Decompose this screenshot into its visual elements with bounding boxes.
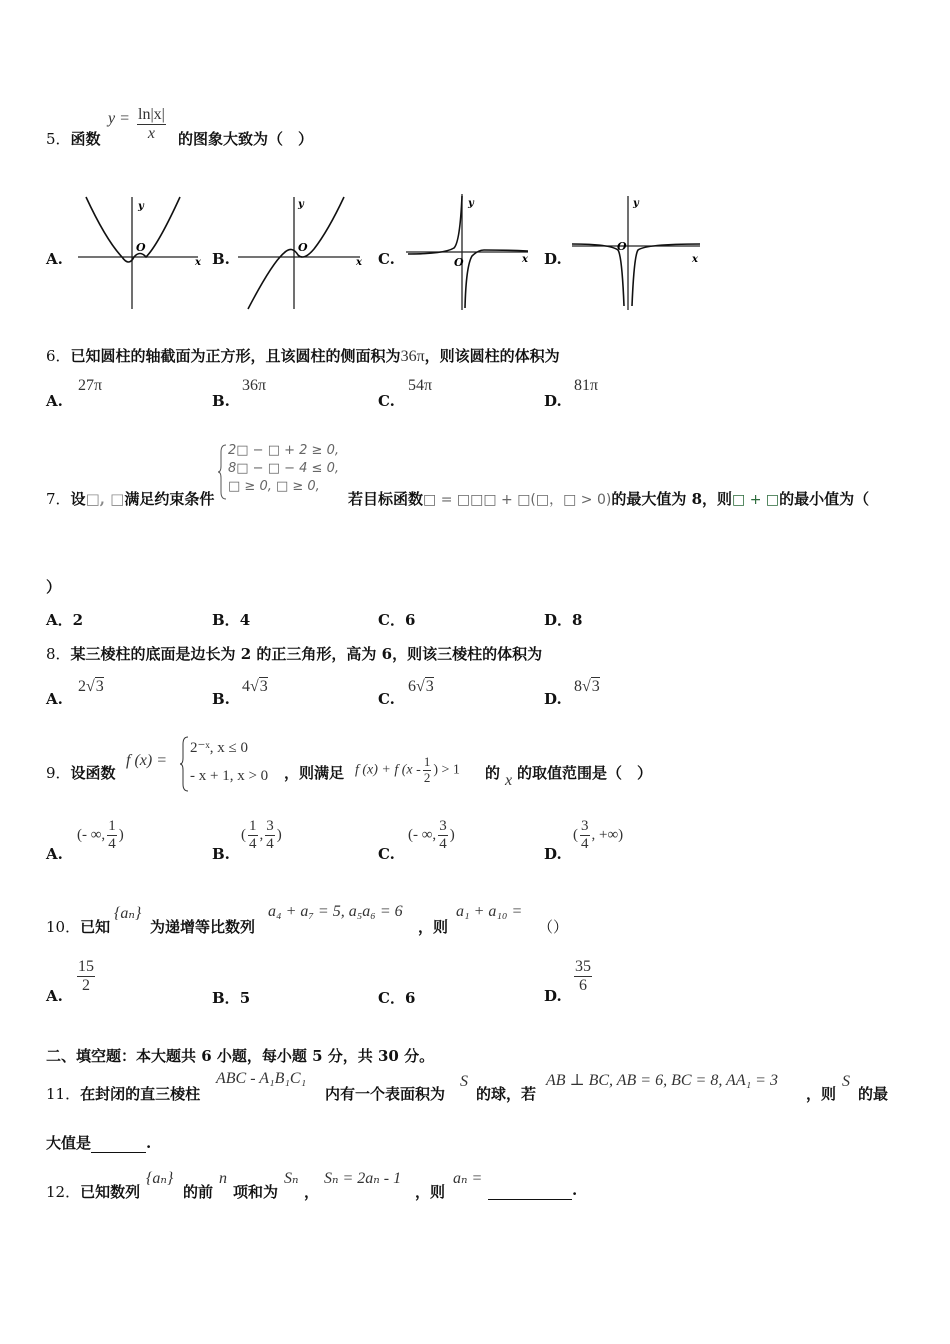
q9-option-c-value[interactable] [408,818,455,854]
x-axis-label: x [522,254,528,265]
q10-option-c[interactable] [378,987,415,1008]
option-d-label: D. [544,250,562,268]
q10-option-d-value[interactable] [572,958,594,996]
origin-label: O [136,241,146,254]
q5-stem [46,128,101,149]
y-axis-label: y [298,199,304,210]
coefficient: 8 [574,678,582,695]
y-axis-label: y [138,201,144,212]
case-1: 2⁻ˣ, x ≤ 0 [190,740,248,756]
x-axis-label: x [195,257,201,268]
option-label: D． [544,611,573,629]
fraction [77,958,95,996]
fraction-denominator: 4 [108,836,116,853]
fraction-numerator: 15 [77,958,95,977]
fraction [107,818,117,854]
stem-text: 某三棱柱的底面是边长为 2 的正三角形，高为 6，则该三棱柱的体积为 [70,645,543,663]
answer-blank[interactable] [488,1181,572,1200]
option-label: B． [212,611,240,629]
q10-option-a-value[interactable] [75,958,97,996]
q8-option-b-value[interactable]: 4√3 [242,678,268,695]
interval-open: ( [573,827,578,844]
option-value: 5 [239,989,251,1007]
q9-option-d-value[interactable] [573,818,623,854]
question-number: 7． [46,490,71,508]
q10-option-a-label: A. [46,987,63,1005]
q11-stem-mid: 内有一个表面积为 [325,1085,446,1103]
radicand: 3 [425,678,434,695]
fraction [438,818,448,854]
q9-option-b-value[interactable] [241,818,282,854]
q7-option-b[interactable] [212,609,250,630]
interval-open: (- ∞, [77,827,106,844]
fraction-numerator: 1 [107,818,117,836]
stem-text: 已知数列 [80,1183,141,1201]
stem-text-end: ，则该圆柱的体积为 [424,347,560,365]
left-brace-icon [218,444,228,500]
fraction [248,818,258,854]
period: . [146,1134,152,1152]
an-symbol: aₙ = [453,1170,483,1187]
fraction-numerator: 1 [423,754,431,769]
constraint-3: □ ≥ 0, □ ≥ 0, [228,479,320,494]
inequality-right: ) > 1 [433,762,460,778]
prism-name: ABC - A₁B₁C₁ [216,1070,307,1087]
option-label: B． [212,989,240,1007]
q6-option-b-value[interactable]: 36π [242,377,267,394]
q8-option-b-label: B. [212,690,230,708]
q9-inequality [355,755,460,786]
stem-text: 函数 [70,130,101,148]
origin-label: O [298,241,308,254]
option-value: 6 [404,611,416,629]
q7-option-d[interactable] [544,609,582,630]
fraction [423,755,432,786]
q12-answer [488,1181,577,1200]
objective-function: □ = □□□ + □(□，□ > 0) [423,492,612,508]
q7-stem-start [46,488,214,509]
q7-close-paren: ） [46,578,62,596]
q9-stem-de: 的 [485,764,501,782]
question-number: 5． [46,130,71,148]
graph-option-a[interactable] [76,195,206,311]
option-label: A． [46,611,73,629]
interval-comma: , [259,827,264,844]
q10-option-b[interactable] [212,987,250,1008]
q8-option-d-label: D. [544,690,562,708]
formula-lhs: y = [108,110,130,128]
q12-stem-then: ，则 [415,1183,446,1201]
q6-option-d-label: D. [544,392,562,410]
coefficient: 2 [78,678,86,695]
sn-symbol: Sₙ [284,1170,299,1187]
stem-text: 若目标函数 [348,490,424,508]
fraction [137,106,166,144]
option-value: 4 [239,611,251,629]
q5-formula [108,106,168,144]
stem-text: 的最大值为 8，则 [611,490,733,508]
q10-stem-then: ，则 [418,918,449,936]
fraction-numerator: ln|x| [137,106,166,125]
q12-stem-c: 项和为 [233,1183,279,1201]
fraction [580,818,590,854]
q6-option-b-label: B. [212,392,230,410]
stem-text: 在封闭的直三棱柱 [80,1085,201,1103]
q8-stem [46,643,542,664]
interval-close: ) [276,827,282,844]
question-number: 9． [46,764,71,782]
option-label: C． [378,611,405,629]
coefficient: 4 [242,678,250,695]
origin-label: O [454,256,464,269]
inequality-left: f (x) + f (x - [355,762,421,778]
q6-option-c-label: C. [378,392,395,410]
fraction-numerator: 1 [248,818,258,836]
origin-label: O [617,240,627,253]
fraction-denominator: x [147,125,155,143]
variables: □, □ [85,490,125,508]
fraction-numerator: 35 [574,958,592,977]
q7-option-c[interactable] [378,609,415,630]
constraint-2: 8□ − □ − 4 ≤ 0, [228,461,339,476]
stem-text: 已知圆柱的轴截面为正方形，且该圆柱的侧面积为 [70,347,401,365]
q7-stem-middle [348,488,869,509]
x-axis-label: x [692,254,698,265]
sum-expression: □ + □ [732,492,780,508]
interval-open: (- ∞, [408,827,437,844]
q11-line2 [46,1132,151,1153]
sequence-symbol: {aₙ} [146,1170,174,1187]
q9-var-x: x [505,772,513,789]
question-number: 12． [46,1183,81,1201]
question-number: 8． [46,645,71,663]
q11-stem-end: 的最 [858,1085,889,1103]
q9-stem-start [46,762,116,783]
q8-option-d-value[interactable]: 8√3 [574,678,600,695]
fraction-denominator: 2 [423,769,431,785]
question-number: 6． [46,347,71,365]
q9-stem-middle: ，则满足 [284,764,345,782]
q9-option-a-value[interactable] [77,818,124,854]
n-symbol: n [219,1170,227,1187]
stem-text: 设 [70,490,86,508]
option-b-label: B. [212,250,230,268]
stem-text: 大值是 [46,1134,92,1152]
coefficient: 6 [408,678,416,695]
q9-option-a-label: A. [46,845,63,863]
option-a-label: A. [46,250,63,268]
q8-option-c-label: C. [378,690,395,708]
q9-option-c-label: C. [378,845,395,863]
q10-paren: （） [538,918,569,936]
section-heading: 二、填空题：本大题共 6 小题，每小题 5 分，共 30 分。 [46,1047,435,1065]
interval-close: ) [118,827,124,844]
stem-text: 设函数 [70,764,116,782]
case-2: - x + 1, x > 0 [190,768,269,784]
radicand: 3 [591,678,600,695]
x-axis-label: x [356,257,362,268]
q10-stem-mid: 为递增等比数列 [150,918,256,936]
interval-close: ) [449,827,455,844]
q11-stem-if: 的球，若 [476,1085,537,1103]
fraction-denominator: 4 [581,836,589,853]
q10-ask: a₁ + a₁₀ = [456,903,523,920]
area-value: 36π [400,348,425,365]
q10-condition: a₄ + a₇ = 5, a₅a₆ = 6 [268,903,403,920]
q8-option-a-label: A. [46,690,63,708]
option-value: 8 [572,611,583,629]
q12-equation: Sₙ = 2aₙ - 1 [324,1170,402,1187]
q9-stem-end: 的取值范围是（ ） [517,764,653,782]
fraction-denominator: 4 [249,836,257,853]
q11-stem-then: ，则 [806,1085,837,1103]
q5-stem-end: 的图象大致为（ ） [178,130,314,148]
sequence-symbol: {aₙ} [114,905,142,922]
q12-stem-b: 的前 [183,1183,214,1201]
q11-condition: AB ⊥ BC, AB = 6, BC = 8, AA₁ = 3 [546,1072,778,1089]
fraction-denominator: 2 [82,977,90,995]
q9-option-b-label: B. [212,845,230,863]
q10-option-d-label: D. [544,987,562,1005]
function-name: f (x) = [126,752,167,769]
q6-option-c-value[interactable]: 54π [408,377,433,394]
option-value: 6 [404,989,416,1007]
stem-text: 已知 [80,918,111,936]
q9-option-d-label: D. [544,845,562,863]
constraint-1: 2□ − □ + 2 ≥ 0, [228,443,339,458]
q12-comma: ， [304,1183,320,1201]
q6-option-d-value[interactable]: 81π [574,377,599,394]
fraction-numerator: 3 [265,818,275,836]
period: . [572,1181,578,1199]
fraction-numerator: 3 [438,818,448,836]
interval-close: , +∞) [591,827,624,844]
interval-open: ( [241,827,246,844]
stem-text-end: 的最小值为（ [779,490,870,508]
q10-stem-start [46,916,110,937]
fraction-numerator: 3 [580,818,590,836]
answer-blank[interactable] [91,1134,146,1153]
q6-stem [46,345,560,366]
y-axis-label: y [633,198,639,209]
q6-option-a-label: A. [46,392,63,410]
question-number: 11． [46,1085,81,1103]
fraction-denominator: 4 [266,836,274,853]
graph-option-d[interactable] [570,190,710,312]
graph-option-b[interactable] [236,195,366,311]
q12-stem-start [46,1181,140,1202]
sphere-area-symbol-2: S [842,1073,850,1090]
y-axis-label: y [468,198,474,209]
fraction-denominator: 6 [579,977,587,995]
q8-option-c-value[interactable]: 6√3 [408,678,434,695]
option-value: 2 [72,611,84,629]
graph-option-c[interactable] [404,190,534,312]
option-c-label: C. [378,250,395,268]
radicand: 3 [259,678,268,695]
q11-stem-start [46,1083,200,1104]
fraction [574,958,592,996]
radicand: 3 [95,678,104,695]
fraction [265,818,275,854]
q8-option-a-value[interactable]: 2√3 [78,678,104,695]
q6-option-a-value[interactable]: 27π [78,377,103,394]
q7-option-a[interactable] [46,609,83,630]
fraction-denominator: 4 [439,836,447,853]
question-number: 10． [46,918,81,936]
option-label: C． [378,989,405,1007]
stem-text: 满足约束条件 [124,490,215,508]
left-brace-icon [180,736,190,792]
sphere-area-symbol: S [460,1073,468,1090]
